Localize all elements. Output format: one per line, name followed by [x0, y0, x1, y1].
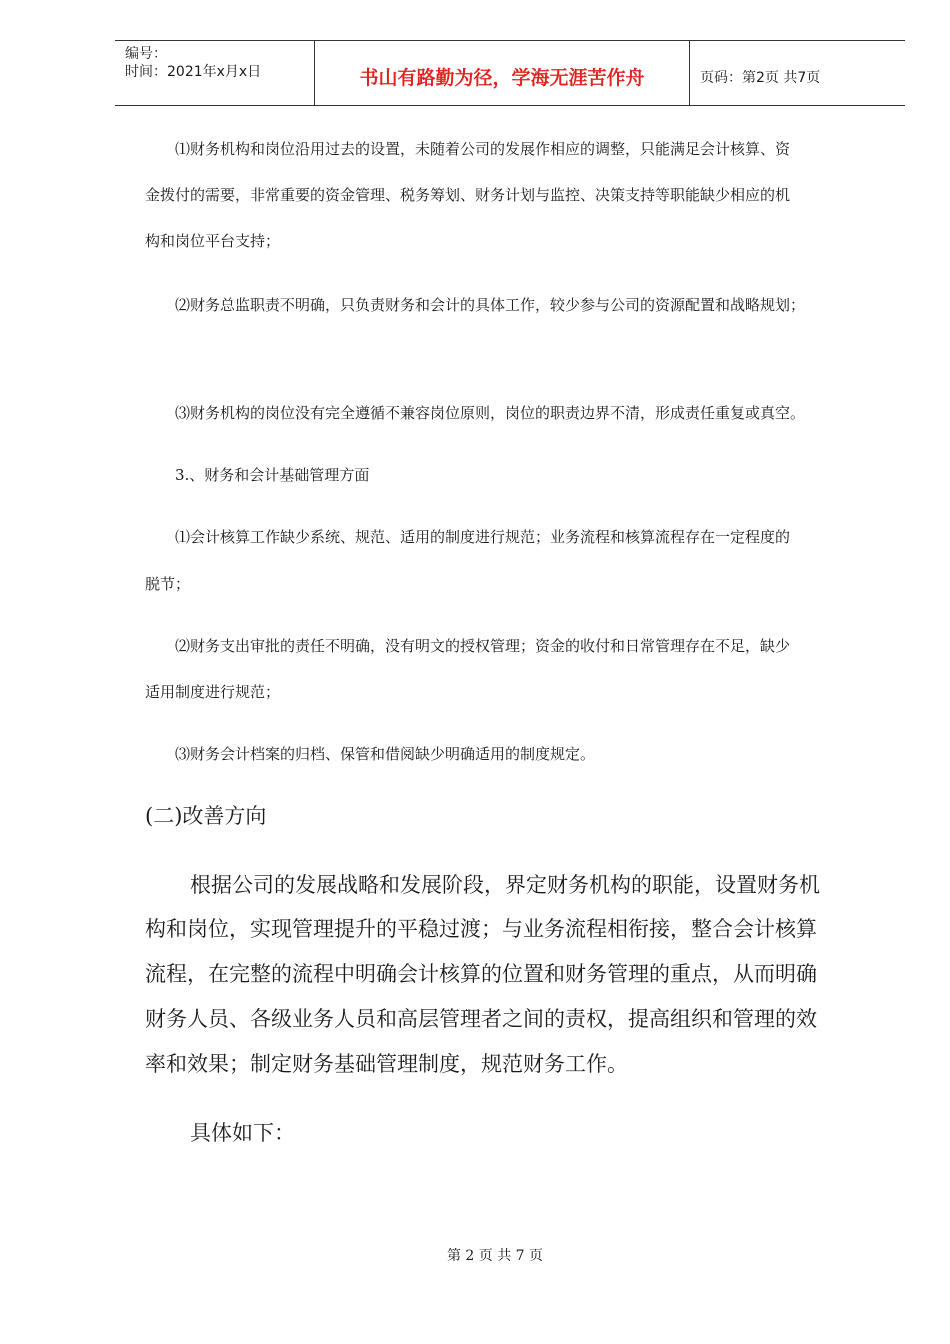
- body-paragraph-line-1: 根据公司的发展战略和发展阶段，界定财务机构的职能，设置财务机: [190, 873, 820, 897]
- paragraph-3: ⑶财务机构的岗位没有完全遵循不兼容岗位原则，岗位的职责边界不清，形成责任重复或真空。: [175, 404, 806, 422]
- page-footer: 第 2 页 共 7 页: [446, 1248, 544, 1264]
- paragraph-6: ⑶财务会计档案的归档、保管和借阅缺少明确适用的制度规定。: [175, 745, 596, 763]
- document-time-label: 时间：2021年x月x日: [125, 64, 262, 80]
- header-motto: 书山有路勤为径，学海无涯苦作舟: [359, 67, 645, 89]
- paragraph-1-line-3: 构和岗位平台支持；: [145, 232, 281, 250]
- detail-intro: 具体如下：: [190, 1121, 295, 1145]
- header-page-info: 页码：第2页 共7页: [700, 70, 821, 86]
- paragraph-4-line-1: ⑴会计核算工作缺少系统、规范、适用的制度进行规范；业务流程和核算流程存在一定程度的: [175, 528, 791, 546]
- body-paragraph-line-3: 流程，在完整的流程中明确会计核算的位置和财务管理的重点，从而明确: [145, 962, 817, 986]
- header-motto-cell: [315, 41, 690, 105]
- paragraph-4-line-2: 脱节；: [145, 575, 191, 593]
- body-paragraph-line-2: 构和岗位，实现管理提升的平稳过渡；与业务流程相衔接，整合会计核算: [145, 917, 817, 941]
- body-paragraph-line-4: 财务人员、各级业务人员和高层管理者之间的责权，提高组织和管理的效: [145, 1007, 817, 1031]
- page-header: [115, 40, 905, 106]
- section-heading: (二)改善方向: [145, 804, 267, 828]
- subheading-3: 3.、财务和会计基础管理方面: [175, 466, 370, 484]
- paragraph-1-line-1: ⑴财务机构和岗位沿用过去的设置，未随着公司的发展作相应的调整，只能满足会计核算、资: [175, 140, 791, 158]
- paragraph-5-line-1: ⑵财务支出审批的责任不明确，没有明文的授权管理；资金的收付和日常管理存在不足，缺少: [175, 637, 791, 655]
- header-meta-cell: [115, 41, 315, 105]
- paragraph-5-line-2: 适用制度进行规范；: [145, 683, 281, 701]
- body-paragraph-line-5: 率和效果；制定财务基础管理制度，规范财务工作。: [145, 1052, 628, 1076]
- paragraph-1-line-2: 金拨付的需要，非常重要的资金管理、税务筹划、财务计划与监控、决策支持等职能缺少相应的机: [145, 186, 791, 204]
- header-page-cell: [690, 41, 905, 105]
- document-number-label: 编号：: [125, 46, 167, 62]
- paragraph-2: ⑵财务总监职责不明确，只负责财务和会计的具体工作，较少参与公司的资源配置和战略规划；: [175, 296, 806, 314]
